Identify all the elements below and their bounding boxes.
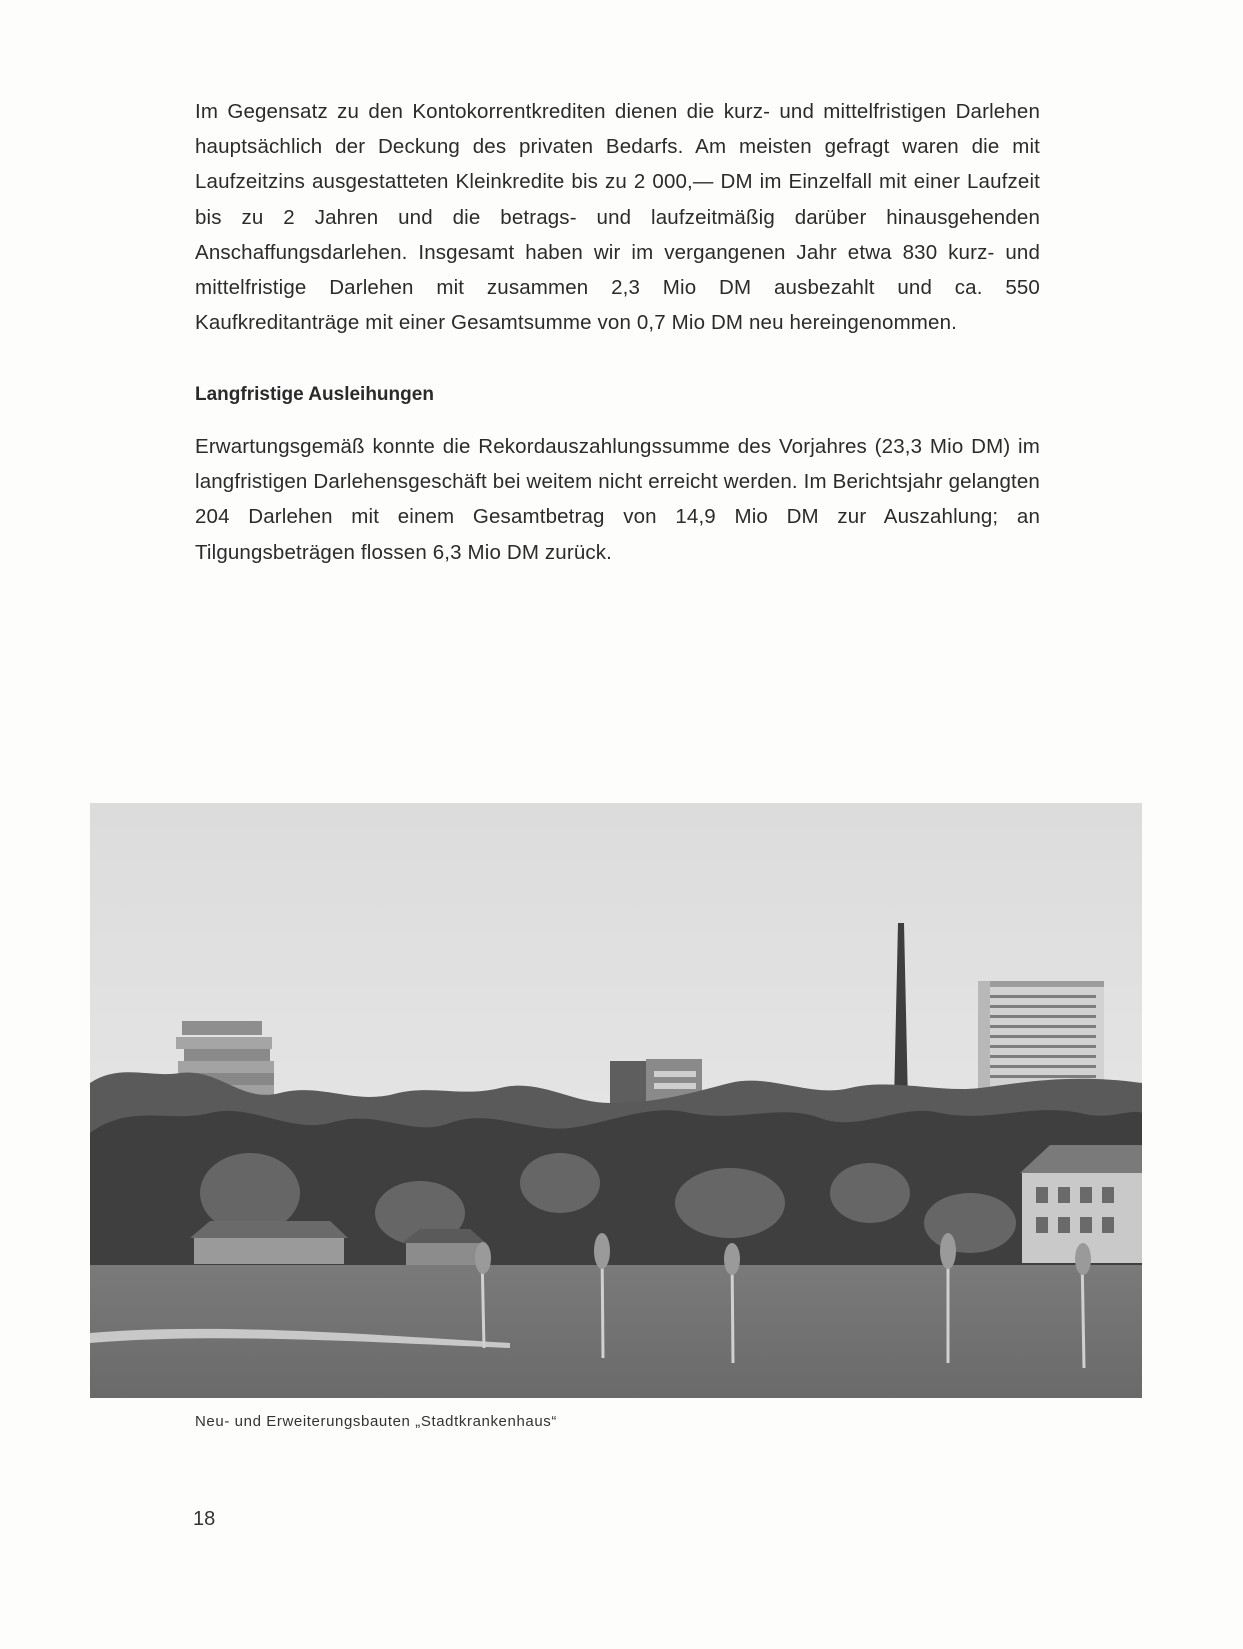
- right-tower-building: [978, 981, 1104, 1093]
- section-heading: Langfristige Ausleihungen: [195, 384, 434, 405]
- paragraph-long-term-loans: Erwartungsgemäß konnte die Rekordauszahlungssumme des Vorjahres (23,3 Mio DM) im langfristigen Darlehensgeschäft bei weitem nicht erreicht werden. Im Berichtsjahr gelangten 204 Darlehen mit einem Gesamtbetrag von 14,9 Mio DM zur Auszahlung; an Tilgungsbeträgen flossen 6,3 Mio DM zurück.: [195, 435, 1040, 564]
- figure-caption: Neu- und Erweiterungsbauten „Stadtkrankenhaus“: [195, 1413, 557, 1430]
- page-number: 18: [193, 1508, 216, 1530]
- paragraph-short-medium-term-loans: Im Gegensatz zu den Kontokorrentkrediten dienen die kurz- und mittelfristigen Darlehen hauptsächlich der Deckung des privaten Bedarfs. Am meisten gefragt waren die mit Laufzeitzins ausgestatteten Kleinkredite bis zu 2 000,— DM im Einzelfall mit einer Laufzeit bis zu 2 Jahren und die betrags- und laufzeitmäßig darüber hinausgehenden Anschaffungsdarlehen. Insgesamt haben wir im vergangenen Jahr etwa 830 kurz- und mittelfristige Darlehen mit zusammen 2,3 Mio DM ausbezahlt und ca. 550 Kaufkreditanträge mit einer Gesamtsumme von 0,7 Mio DM neu hereingenommen.: [195, 100, 1040, 335]
- hospital-landscape-image: [90, 803, 1142, 1398]
- hospital-photo: [90, 803, 1142, 1398]
